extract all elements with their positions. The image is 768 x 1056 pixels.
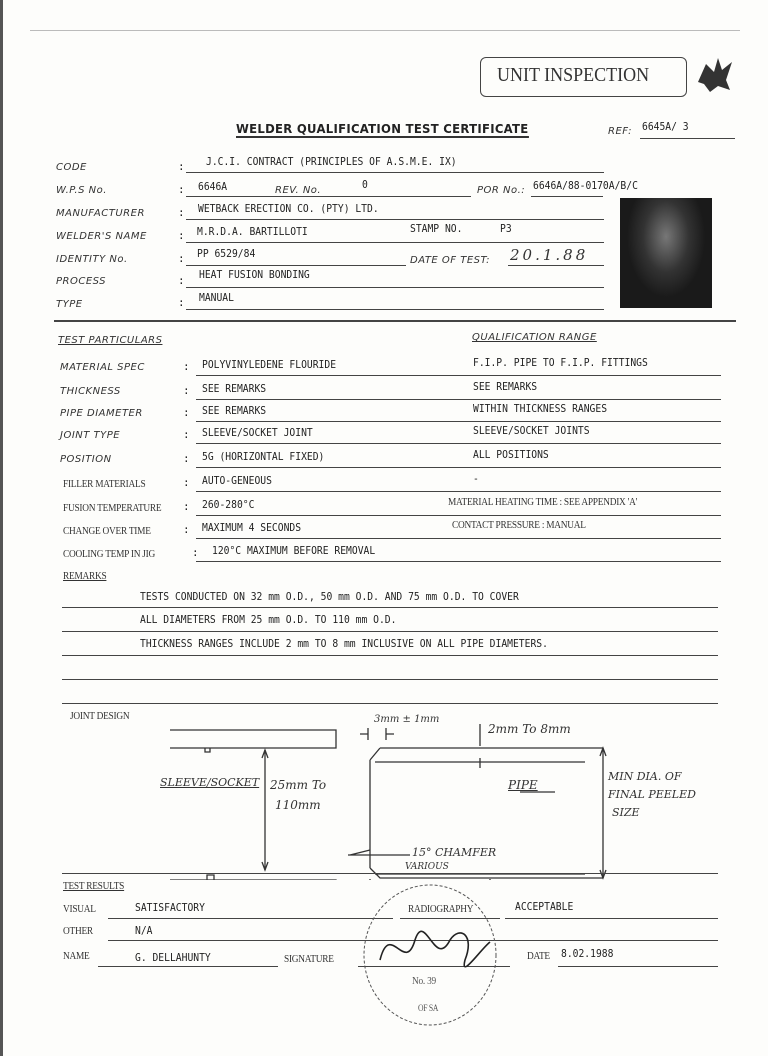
min-dia-line-2: FINAL PEELED [608,788,696,801]
stamp-bottom-text: OF SA [418,1003,439,1013]
code-label: CODE [56,162,87,173]
particular-label: POSITION [60,454,112,465]
particular-value: MAXIMUM 4 SECONDS [202,521,302,534]
min-dia-line-1: MIN DIA. OF [608,770,682,783]
row-line [196,467,721,468]
qualification-range-value: SLEEVE/SOCKET JOINTS [473,424,590,437]
row-line [196,443,721,444]
particular-label: CHANGE OVER TIME [63,525,151,537]
min-dia-line-3: SIZE [612,806,640,819]
qualification-range-value: - [473,472,479,485]
visual-label: VISUAL [63,903,96,915]
welder-name-label: WELDER'S NAME [56,231,147,242]
particular-value: AUTO-GENEOUS [202,474,272,487]
row-line [196,421,721,422]
manufacturer-label: MANUFACTURER [56,208,145,219]
name-label: NAME [63,950,90,962]
particular-label: JOINT TYPE [60,430,121,441]
radiography-value: ACCEPTABLE [515,900,574,913]
qualification-range-heading: QUALIFICATION RANGE [472,332,597,343]
type-value: MANUAL [199,291,234,304]
ref-value: 6645A/ 3 [642,120,689,133]
por-value: 6646A/88-0170A/B/C [533,179,638,192]
particular-label: MATERIAL SPEC [60,362,145,373]
qualification-range-value: WITHIN THICKNESS RANGES [473,402,608,415]
type-label: TYPE [56,299,83,310]
remark-line-1: TESTS CONDUCTED ON 32 mm O.D., 50 mm O.D. AND 75 mm O.D. TO COVER [140,590,519,603]
particular-value: 5G (HORIZONTAL FIXED) [202,450,325,463]
colon: : [183,523,190,536]
page-title: WELDER QUALIFICATION TEST CERTIFICATE [236,122,529,136]
date-label: DATE [527,950,550,962]
qualification-range-value: SEE REMARKS [473,380,538,393]
visual-value: SATISFACTORY [135,901,205,914]
date-of-test-label: DATE OF TEST: [410,255,491,266]
particular-value: 260-280°C [202,498,255,511]
particular-label: COOLING TEMP IN JIG [63,548,156,560]
chamfer-label: 15° CHAMFER [412,846,497,859]
colon: : [183,476,190,489]
identity-label: IDENTITY No. [56,254,128,265]
particular-value: SLEEVE/SOCKET JOINT [202,426,313,439]
particular-value: POLYVINYLEDENE FLOURIDE [202,358,337,371]
sleeve-socket-label: SLEEVE/SOCKET [160,776,260,789]
stamp-no-value: P3 [500,222,512,235]
row-line [196,375,721,376]
remarks-heading: REMARKS [63,570,107,582]
name-value: G. DELLAHUNTY [135,951,211,964]
badge-text: UNIT INSPECTION [497,64,650,86]
stamp-number: No. 39 [412,975,436,987]
qualification-range-value: ALL POSITIONS [473,448,549,461]
particular-label: THICKNESS [60,386,121,397]
process-label: PROCESS [56,276,106,287]
colon: : [183,428,190,441]
thickness-dimension: 2mm To 8mm [488,722,571,736]
joint-design-heading: JOINT DESIGN [70,710,130,722]
colon: : [192,546,199,559]
date-of-test-value: 20.1.88 [510,246,589,264]
qualification-range-value: F.I.P. PIPE TO F.I.P. FITTINGS [473,356,648,369]
qualification-range-value: CONTACT PRESSURE : MANUAL [452,519,586,531]
particular-label: FILLER MATERIALS [63,478,146,490]
colon: : [183,406,190,419]
test-results-heading: TEST RESULTS [63,880,125,892]
process-value: HEAT FUSION BONDING [199,268,310,281]
remark-line-2: ALL DIAMETERS FROM 25 mm O.D. TO 110 mm O.D. [140,613,397,626]
por-label: POR No.: [477,185,526,196]
stamp-no-label: STAMP NO. [410,222,463,235]
diameter-range-1: 25mm To [270,778,327,792]
particular-value: SEE REMARKS [202,382,267,395]
welder-name-value: M.R.D.A. BARTILLOTI [197,225,308,238]
dragon-logo-icon [688,52,736,94]
ref-label: REF: [608,126,633,137]
scan-top-line [30,30,740,31]
colon: : [183,452,190,465]
row-line [196,561,721,562]
date-value: 8.02.1988 [561,947,614,960]
test-particulars-heading: TEST PARTICULARS [58,335,163,346]
qualification-range-value: MATERIAL HEATING TIME : SEE APPENDIX 'A' [448,496,638,508]
various-label: VARIOUS [405,862,449,872]
wps-value: 6646A [198,180,228,193]
certificate-page: UNIT INSPECTION WELDER QUALIFICATION TEST CERTIFICATE REF: 6645A/ 3 CODE : J.C.I. CONTRACT (PRINCIPLES OF A.S.M.E. IX) W.P.S No. : 6646A REV. No. 0 POR No.: 6646A/88-0170A/B/C MANUFACTURER : WETBACK ERECTION CO. (PTY) LTD. WELDER'S NAME : M.R.D.A. BARTILLOTI STAMP NO. P3 IDENTITY No. : PP 6529/84 DATE OF TEST: 20.1.88 PROCESS : HEAT FUSION BONDING TYPE : MANUAL TEST PARTICULARS QUALIFICATION RANGE MATERIAL SPEC : POLYVINYLEDENE FLOURIDE F.I.P. PIPE TO F.I.P. FITTINGS THICKNESS : SEE REMARKS SEE REMARKS PIPE DIAMETER : SEE REMARKS WITHIN THICKNESS RANGES JOINT TYPE : SLEEVE/SOCKET JOINT SLEEVE/SOCKET JOINTS POSITION : 5G (HORIZONTAL FIXED) ALL POSITIONS FILLER MATERIALS : AUTO-GENEOUS - FUSION TEMPERATURE : 260-280°C MATERIAL HEATING TIME : SEE APPENDIX 'A' CHANGE OVER TIME : MAXIMUM 4 SECONDS CONTACT PRESSURE : MANUAL COOLING TEMP IN JIG : 120°C MAXIMUM BEFORE REMOVAL REMARKS TESTS CONDUCTED ON 32 mm O.D., 50 mm O.D. AND 75 mm O.D. TO COVER ALL DIAMETERS FROM 25 mm O.D. TO 110 mm O.D. THICKNESS RANGES INCLUDE 2 mm TO 8 mm INCLUSIVE ON ALL PIPE DIAMETERS. JOINT DESIGN 3mm ± 1mm 2mm To 8mm SLEEVE/SOCKET 25mm To 110mm PIPE MIN DIA. OF FINAL PEELED SIZE 15° CHAMFER VARIOUS TEST RESULTS VISUAL SATISFACTORY RADIOGRAPHY ACCEPTABLE OTHER N/A NAME G. DELLAHUNTY SIGNATURE DATE 8.02.1988 No. 39 OF SA [0,0,768,1056]
identity-value: PP 6529/84 [197,247,256,260]
remark-line-3: THICKNESS RANGES INCLUDE 2 mm TO 8 mm INCLUSIVE ON ALL PIPE DIAMETERS. [140,637,548,650]
row-line [196,491,721,492]
welder-photo [620,198,712,308]
other-label: OTHER [63,925,93,937]
colon: : [183,500,190,513]
rev-label: REV. No. [275,185,322,196]
particular-label: PIPE DIAMETER [60,408,143,419]
rev-value: 0 [362,178,368,191]
particular-value: 120°C MAXIMUM BEFORE REMOVAL [212,544,376,557]
colon: : [183,384,190,397]
code-value: J.C.I. CONTRACT (PRINCIPLES OF A.S.M.E. IX) [206,155,457,168]
signature-label: SIGNATURE [284,953,334,965]
diameter-range-2: 110mm [275,798,321,812]
other-value: N/A [135,924,153,937]
row-line [196,399,721,400]
row-line [196,538,721,539]
particular-value: SEE REMARKS [202,404,267,417]
scan-edge [0,0,3,1056]
gap-dimension: 3mm ± 1mm [374,714,440,725]
pipe-label: PIPE [508,778,538,792]
radiography-label: RADIOGRAPHY [408,903,474,915]
row-line [196,515,721,516]
colon: : [183,360,190,373]
manufacturer-value: WETBACK ERECTION CO. (PTY) LTD. [198,202,379,215]
wps-label: W.P.S No. [56,185,107,196]
particular-label: FUSION TEMPERATURE [63,502,162,514]
